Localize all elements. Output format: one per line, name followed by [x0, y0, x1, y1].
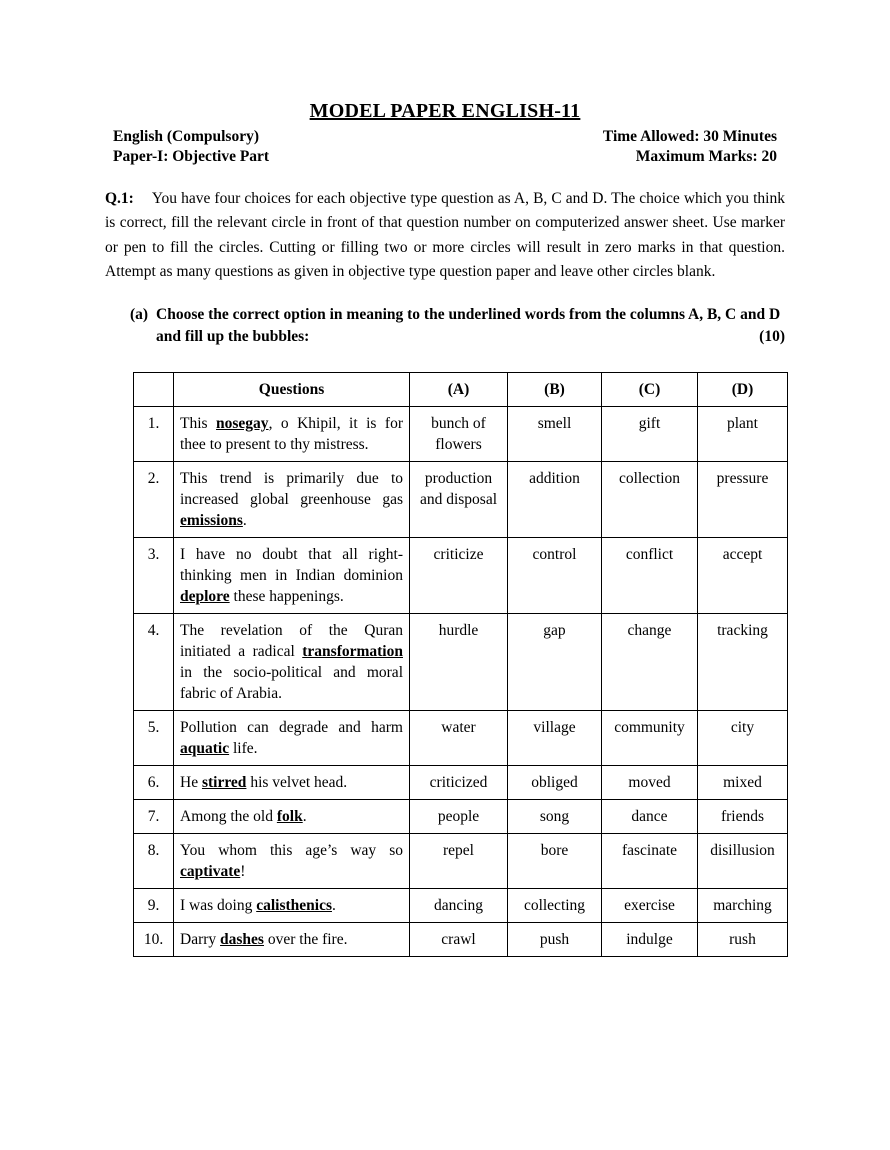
option-d: city: [698, 711, 788, 766]
question-text-pre: Pollution can degrade and harm: [180, 719, 403, 737]
table-row: [134, 766, 788, 800]
question-number: 3.: [134, 538, 174, 614]
table-row: [134, 538, 788, 614]
option-a: repel: [410, 834, 508, 889]
underlined-word: folk: [276, 808, 303, 826]
question-text-pre: The revelation of the Quran initiated a radical: [180, 622, 403, 661]
option-a: production and disposal: [410, 462, 508, 538]
underlined-word: captivate: [180, 863, 241, 881]
max-marks-label: Maximum Marks: 20: [635, 148, 777, 165]
column-header-option-b: (B): [508, 373, 602, 407]
underlined-word: calisthenics: [256, 897, 332, 915]
question-text: [174, 889, 410, 923]
table-row: [134, 923, 788, 957]
option-a: criticized: [410, 766, 508, 800]
question-text-pre: This: [180, 415, 217, 433]
option-d: pressure: [698, 462, 788, 538]
question-text-post: !: [240, 863, 246, 881]
section-a-marks: (10): [759, 328, 785, 346]
option-b: collecting: [508, 889, 602, 923]
option-a: water: [410, 711, 508, 766]
option-d: plant: [698, 407, 788, 462]
q1-label: Q.1:: [105, 190, 134, 207]
question-text-post: .: [242, 512, 247, 530]
question-text: [174, 800, 410, 834]
option-d: friends: [698, 800, 788, 834]
question-number: 9.: [134, 889, 174, 923]
question-text-post: .: [331, 897, 336, 915]
option-b: gap: [508, 614, 602, 711]
question-number: 8.: [134, 834, 174, 889]
question-text-post: , o Khipil, it is for thee to present to thy mistress.: [180, 415, 403, 454]
option-a: crawl: [410, 923, 508, 957]
underlined-word: emissions: [180, 512, 243, 530]
questions-table-body: [134, 407, 788, 957]
option-a: dancing: [410, 889, 508, 923]
question-text-pre: He: [180, 774, 202, 792]
question-text-post: in the socio-political and moral fabric of Arabia.: [180, 664, 403, 703]
option-c: change: [602, 614, 698, 711]
option-b: village: [508, 711, 602, 766]
option-d: marching: [698, 889, 788, 923]
table-row: [134, 834, 788, 889]
underlined-word: dashes: [220, 931, 264, 949]
table-row: [134, 889, 788, 923]
question-number: 1.: [134, 407, 174, 462]
paper-part-label: Paper-I: Objective Part: [113, 148, 270, 165]
question-text-post: over the fire.: [263, 931, 348, 949]
section-a: [130, 304, 785, 348]
option-c: gift: [602, 407, 698, 462]
option-a: people: [410, 800, 508, 834]
option-b: bore: [508, 834, 602, 889]
option-a: bunch of flowers: [410, 407, 508, 462]
underlined-word: transformation: [302, 643, 403, 661]
option-b: smell: [508, 407, 602, 462]
option-b: push: [508, 923, 602, 957]
option-c: indulge: [602, 923, 698, 957]
time-allowed-label: Time Allowed: 30 Minutes: [602, 128, 777, 145]
question-text-pre: I was doing: [180, 897, 257, 915]
underlined-word: deplore: [180, 588, 230, 606]
table-row: [134, 711, 788, 766]
question-number: 5.: [134, 711, 174, 766]
table-row: [134, 462, 788, 538]
option-b: obliged: [508, 766, 602, 800]
column-header-questions: Questions: [174, 373, 410, 407]
section-a-label: (a): [130, 306, 149, 324]
question-text-post: his velvet head.: [246, 774, 348, 792]
option-c: dance: [602, 800, 698, 834]
section-a-instruction: Choose the correct option in meaning to the underlined words from the columns A, B, C and D and fill up the bubbles:: [156, 306, 781, 346]
question-text: [174, 462, 410, 538]
option-d: mixed: [698, 766, 788, 800]
question-text: [174, 834, 410, 889]
table-header-row: [134, 373, 788, 407]
question-text-pre: Darry: [180, 931, 221, 949]
question-text-post: these happenings.: [229, 588, 344, 606]
question-text: [174, 614, 410, 711]
question-text-post: life.: [229, 740, 258, 758]
option-b: control: [508, 538, 602, 614]
column-header-option-c: (C): [602, 373, 698, 407]
question-text-pre: Among the old: [180, 808, 277, 826]
option-a: criticize: [410, 538, 508, 614]
question-text-pre: I have no doubt that all right-thinking men in Indian dominion: [180, 546, 403, 585]
column-header-number: [134, 373, 174, 407]
option-d: rush: [698, 923, 788, 957]
page-title: MODEL PAPER ENGLISH-11: [309, 100, 581, 122]
subject-label: English (Compulsory): [113, 128, 259, 145]
question-number: 2.: [134, 462, 174, 538]
table-row: [134, 407, 788, 462]
column-header-option-a: (A): [410, 373, 508, 407]
question-text: [174, 766, 410, 800]
option-c: fascinate: [602, 834, 698, 889]
questions-table: [133, 372, 788, 957]
option-a: hurdle: [410, 614, 508, 711]
option-c: conflict: [602, 538, 698, 614]
paper-meta: [113, 127, 777, 167]
question-text: [174, 711, 410, 766]
option-c: collection: [602, 462, 698, 538]
option-d: accept: [698, 538, 788, 614]
question-text: [174, 407, 410, 462]
underlined-word: nosegay: [216, 415, 269, 433]
table-row: [134, 800, 788, 834]
question-text-pre: This trend is primarily due to increased global greenhouse gas: [180, 470, 403, 509]
option-d: disillusion: [698, 834, 788, 889]
question-text: [174, 923, 410, 957]
q1-text: You have four choices for each objective type question as A, B, C and D. The choice which you think is correct, fill the relevant circle in front of that question number on computerized answer sheet. Use marker or pen to fill the circles. Cutting or filling two or more circles will result in zero marks in that question. Attempt as many questions as given in objective type question paper and leave other circles blank.: [105, 190, 785, 280]
option-d: tracking: [698, 614, 788, 711]
option-b: song: [508, 800, 602, 834]
column-header-option-d: (D): [698, 373, 788, 407]
underlined-word: aquatic: [180, 740, 230, 758]
option-c: exercise: [602, 889, 698, 923]
question-text-pre: You whom this age’s way so: [180, 842, 403, 860]
question-number: 7.: [134, 800, 174, 834]
question-number: 4.: [134, 614, 174, 711]
option-b: addition: [508, 462, 602, 538]
question-text-post: .: [302, 808, 307, 826]
table-row: [134, 614, 788, 711]
q1-instructions: [105, 187, 785, 284]
underlined-word: stirred: [201, 774, 247, 792]
question-number: 10.: [134, 923, 174, 957]
option-c: community: [602, 711, 698, 766]
question-number: 6.: [134, 766, 174, 800]
question-text: [174, 538, 410, 614]
option-c: moved: [602, 766, 698, 800]
